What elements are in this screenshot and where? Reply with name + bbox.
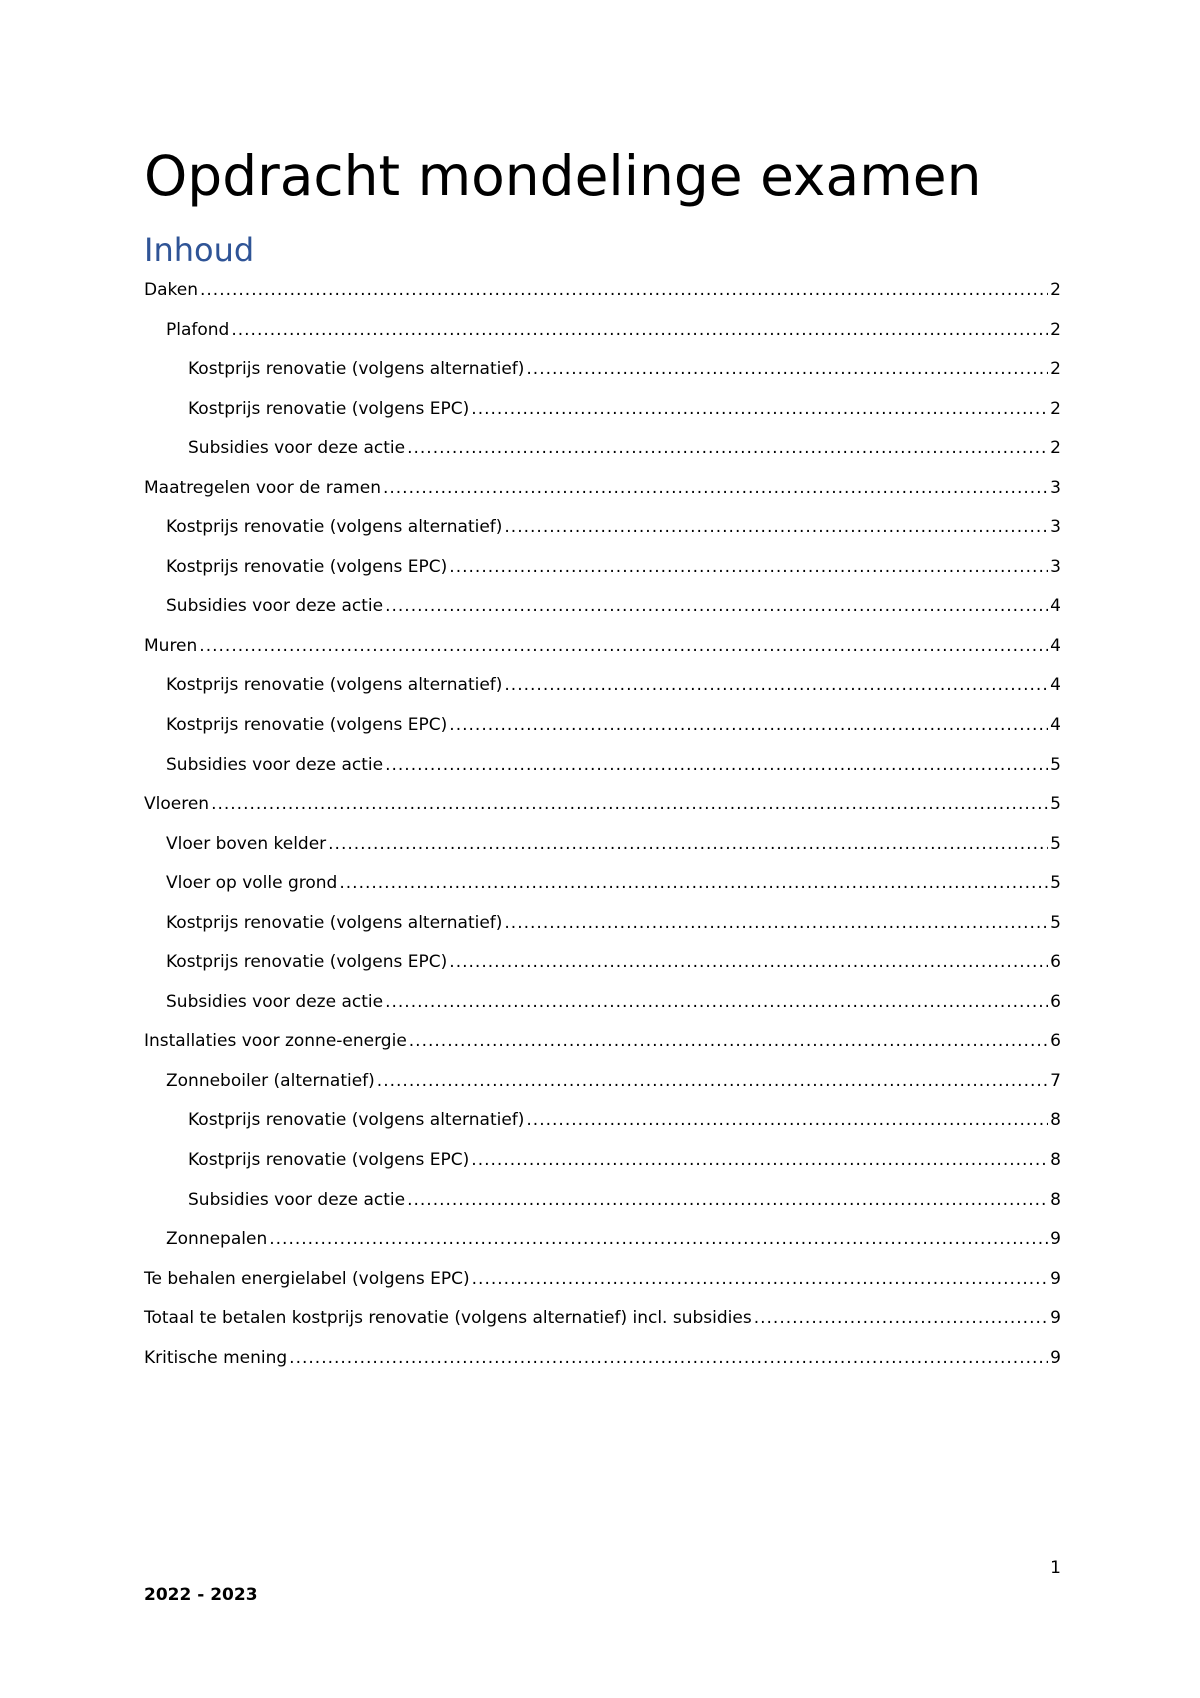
toc-dot-leader (407, 1183, 1048, 1217)
toc-dot-leader (471, 1143, 1048, 1177)
toc-entry-label: Kostprijs renovatie (volgens EPC) (166, 556, 448, 577)
toc-dot-leader (377, 1064, 1048, 1098)
toc-entry-page: 5 (1050, 912, 1061, 933)
toc-entry-page: 3 (1050, 556, 1061, 577)
toc-entry[interactable] (144, 866, 1061, 906)
toc-entry[interactable] (144, 708, 1061, 748)
toc-dot-leader (409, 1024, 1048, 1058)
toc-entry-label: Kostprijs renovatie (volgens alternatief) (166, 912, 503, 933)
toc-dot-leader (328, 827, 1048, 861)
toc-entry-page: 2 (1050, 319, 1061, 340)
toc-heading: Inhoud (144, 231, 255, 269)
toc-entry-page: 5 (1050, 794, 1061, 815)
toc-dot-leader (504, 510, 1048, 544)
toc-entry-label: Subsidies voor deze actie (188, 1189, 406, 1210)
toc-entry-page: 9 (1050, 1229, 1061, 1250)
toc-entry[interactable] (144, 1301, 1061, 1341)
toc-entry-page: 7 (1050, 1070, 1061, 1091)
toc-entry-label: Zonnepalen (166, 1229, 268, 1250)
toc-dot-leader (472, 1262, 1049, 1296)
toc-entry-page: 6 (1050, 952, 1061, 973)
toc-entry[interactable] (144, 392, 1061, 432)
toc-entry[interactable] (144, 906, 1061, 946)
toc-entry[interactable] (144, 589, 1061, 629)
toc-dot-leader (526, 1103, 1048, 1137)
toc-dot-leader (407, 431, 1048, 465)
toc-entry-label: Installaties voor zonne-energie (144, 1031, 407, 1052)
toc-dot-leader (385, 589, 1048, 623)
toc-entry[interactable] (144, 352, 1061, 392)
toc-entry[interactable] (144, 945, 1061, 985)
toc-entry[interactable] (144, 1222, 1061, 1262)
table-of-contents (144, 273, 1061, 1380)
toc-entry-page: 2 (1050, 280, 1061, 300)
toc-dot-leader (199, 629, 1048, 663)
toc-entry[interactable] (144, 1103, 1061, 1143)
toc-entry-label: Subsidies voor deze actie (166, 596, 384, 617)
toc-entry-page: 5 (1050, 754, 1061, 775)
toc-entry-label: Subsidies voor deze actie (166, 754, 384, 775)
toc-entry-label: Kostprijs renovatie (volgens alternatief) (166, 517, 503, 538)
toc-entry-page: 9 (1050, 1347, 1061, 1368)
toc-dot-leader (526, 352, 1048, 386)
toc-entry[interactable] (144, 1262, 1061, 1302)
toc-entry-page: 4 (1050, 675, 1061, 696)
toc-entry[interactable] (144, 668, 1061, 708)
toc-entry[interactable] (144, 1143, 1061, 1183)
toc-dot-leader (231, 313, 1048, 347)
document-title: Opdracht mondelinge examen (144, 144, 982, 208)
toc-dot-leader (269, 1222, 1048, 1256)
toc-dot-leader (449, 945, 1048, 979)
toc-entry-label: Vloeren (144, 794, 210, 815)
toc-entry[interactable] (144, 1024, 1061, 1064)
toc-entry-label: Kostprijs renovatie (volgens EPC) (188, 398, 470, 419)
toc-entry-page: 5 (1050, 833, 1061, 854)
toc-entry-page: 5 (1050, 873, 1061, 894)
toc-entry-page: 8 (1050, 1189, 1061, 1210)
toc-entry-page: 2 (1050, 359, 1061, 380)
toc-dot-leader (339, 866, 1048, 900)
toc-entry-label: Vloer op volle grond (166, 873, 338, 894)
toc-entry-label: Daken (144, 280, 198, 300)
toc-entry-label: Muren (144, 635, 198, 656)
toc-entry[interactable] (144, 550, 1061, 590)
toc-entry[interactable] (144, 985, 1061, 1025)
toc-dot-leader (385, 748, 1048, 782)
toc-entry[interactable] (144, 1064, 1061, 1104)
toc-dot-leader (211, 787, 1048, 821)
toc-dot-leader (449, 550, 1048, 584)
toc-dot-leader (200, 273, 1048, 307)
toc-entry-page: 2 (1050, 438, 1061, 459)
toc-entry[interactable] (144, 471, 1061, 511)
toc-entry-label: Subsidies voor deze actie (188, 438, 406, 459)
toc-dot-leader (504, 668, 1048, 702)
toc-entry-label: Kostprijs renovatie (volgens alternatief) (188, 1110, 525, 1131)
toc-entry[interactable] (144, 629, 1061, 669)
toc-entry[interactable] (144, 827, 1061, 867)
toc-entry-page: 9 (1050, 1308, 1061, 1329)
toc-entry-label: Plafond (166, 319, 230, 340)
toc-entry-page: 4 (1050, 715, 1061, 736)
toc-entry-label: Kostprijs renovatie (volgens EPC) (166, 952, 448, 973)
toc-entry-page: 6 (1050, 991, 1061, 1012)
toc-dot-leader (385, 985, 1048, 1019)
toc-dot-leader (504, 906, 1048, 940)
toc-entry-label: Kostprijs renovatie (volgens EPC) (188, 1150, 470, 1171)
toc-entry-page: 4 (1050, 635, 1061, 656)
toc-dot-leader (383, 471, 1048, 505)
toc-entry-label: Kostprijs renovatie (volgens EPC) (166, 715, 448, 736)
toc-entry-page: 8 (1050, 1150, 1061, 1171)
toc-entry[interactable] (144, 748, 1061, 788)
toc-entry-label: Zonneboiler (alternatief) (166, 1070, 375, 1091)
toc-entry-page: 3 (1050, 517, 1061, 538)
toc-entry-label: Kostprijs renovatie (volgens alternatief) (166, 675, 503, 696)
toc-entry-page: 9 (1050, 1268, 1061, 1289)
footer-year: 2022 - 2023 (144, 1585, 258, 1605)
toc-entry-label: Te behalen energielabel (volgens EPC) (144, 1268, 470, 1289)
toc-entry-page: 6 (1050, 1031, 1061, 1052)
toc-entry-page: 2 (1050, 398, 1061, 419)
toc-entry-page: 3 (1050, 477, 1061, 498)
toc-dot-leader (471, 392, 1048, 426)
toc-entry-label: Subsidies voor deze actie (166, 991, 384, 1012)
toc-entry-label: Vloer boven kelder (166, 833, 327, 854)
toc-dot-leader (449, 708, 1048, 742)
toc-entry[interactable] (144, 510, 1061, 550)
toc-entry-label: Totaal te betalen kostprijs renovatie (volgens alternatief) incl. subsidies (144, 1308, 752, 1329)
toc-entry-label: Kostprijs renovatie (volgens alternatief) (188, 359, 525, 380)
toc-entry-page: 8 (1050, 1110, 1061, 1131)
toc-dot-leader (289, 1341, 1048, 1375)
toc-entry[interactable] (144, 273, 1061, 313)
toc-entry-label: Maatregelen voor de ramen (144, 477, 381, 498)
toc-entry[interactable] (144, 431, 1061, 471)
toc-entry[interactable] (144, 1183, 1061, 1223)
toc-entry-page: 4 (1050, 596, 1061, 617)
toc-entry[interactable] (144, 313, 1061, 353)
toc-entry-label: Kritische mening (144, 1347, 288, 1368)
toc-entry[interactable] (144, 787, 1061, 827)
toc-dot-leader (754, 1301, 1048, 1335)
page-number: 1 (1050, 1558, 1061, 1578)
toc-entry[interactable] (144, 1341, 1061, 1381)
